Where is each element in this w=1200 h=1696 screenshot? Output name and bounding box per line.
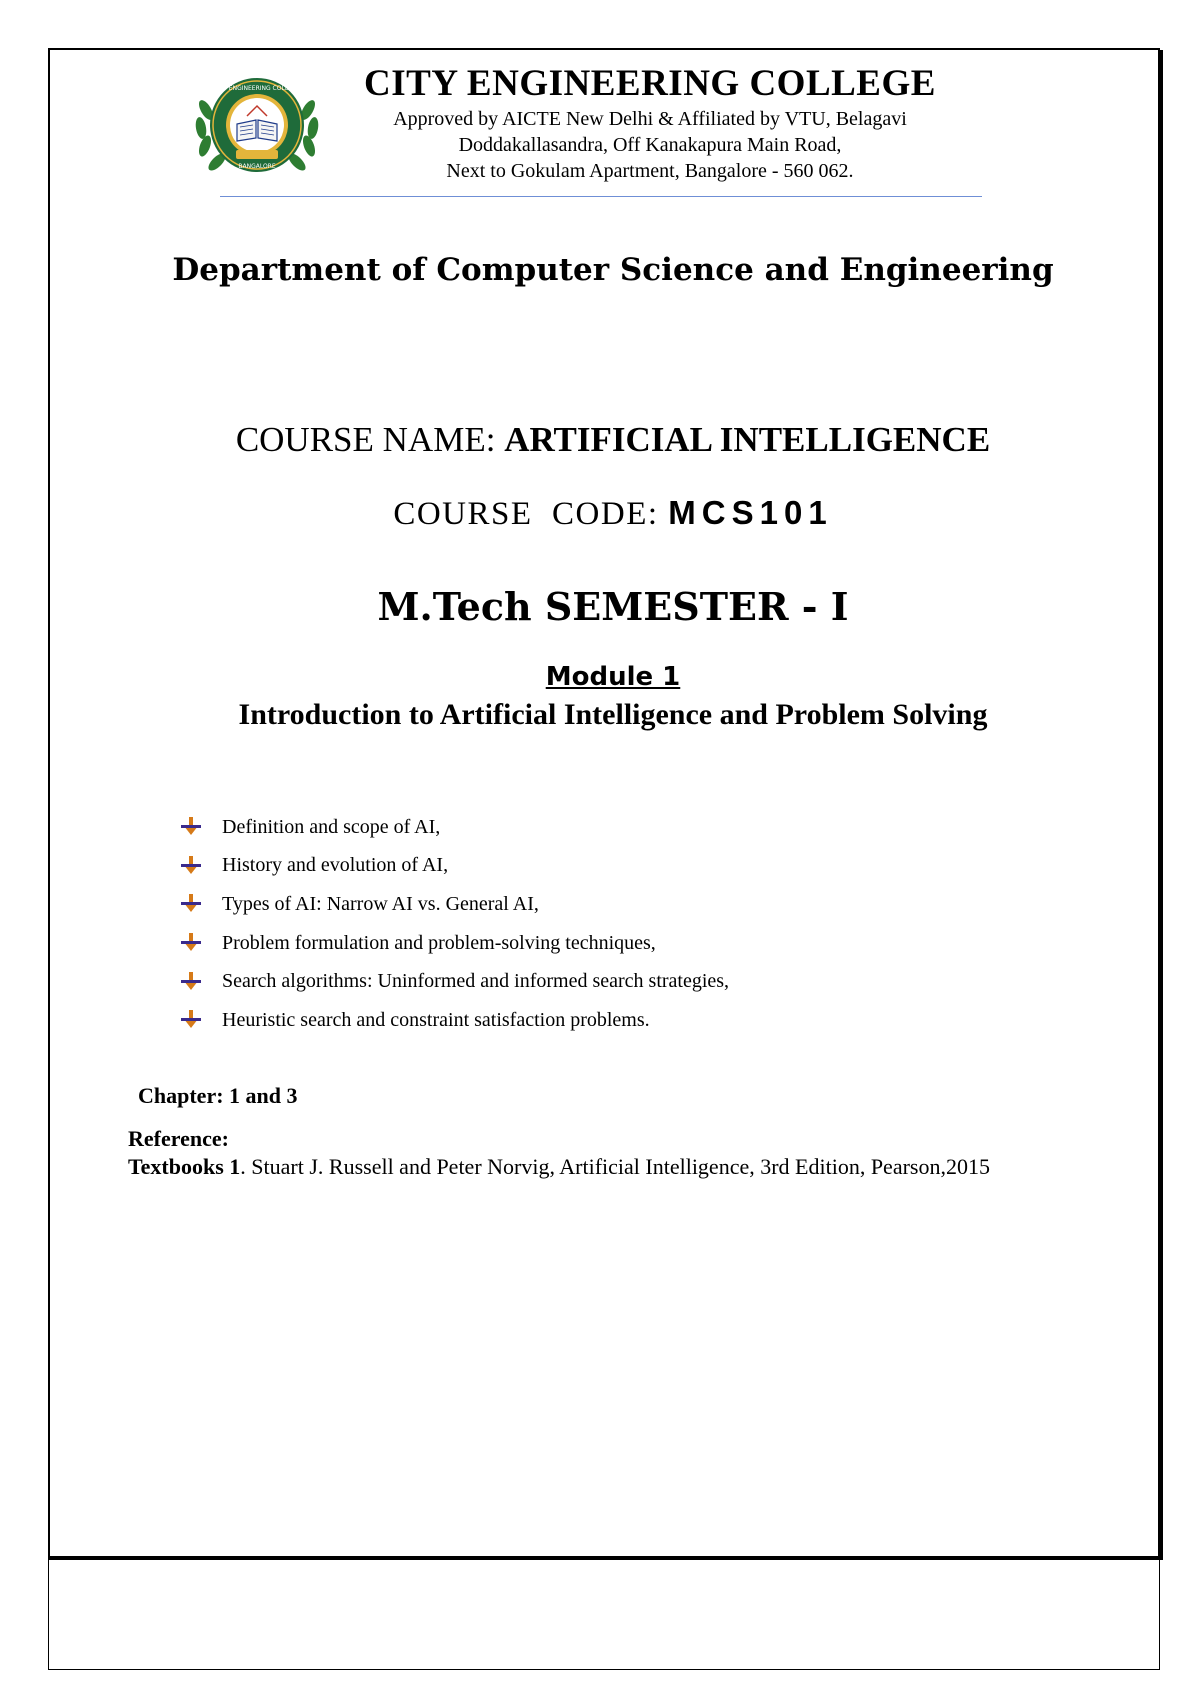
list-item bbox=[180, 962, 1080, 1001]
list-item bbox=[180, 924, 1080, 963]
course-name bbox=[0, 420, 1200, 460]
course-code-value: MCS101 bbox=[668, 494, 833, 531]
course-code bbox=[0, 494, 1200, 533]
list-item bbox=[180, 808, 1080, 847]
semester-title: M.Tech SEMESTER - I bbox=[377, 584, 849, 629]
course-code-prefix: COURSE CODE: bbox=[393, 496, 669, 532]
arrow-down-bullet-icon bbox=[180, 971, 202, 993]
list-item bbox=[180, 885, 1080, 924]
course-name-value: ARTIFICIAL INTELLIGENCE bbox=[504, 420, 991, 459]
college-header bbox=[330, 62, 970, 184]
topic-text: Definition and scope of AI, bbox=[222, 815, 441, 838]
module-label: Module 1 bbox=[545, 662, 681, 692]
logo-ring-text: CITY ENGINEERING COLLEGE bbox=[213, 85, 301, 92]
textbook-label: Textbooks 1 bbox=[128, 1154, 241, 1179]
list-item bbox=[180, 1001, 1080, 1040]
lower-frame bbox=[48, 1558, 1160, 1670]
topic-text: Heuristic search and constraint satisfaction problems. bbox=[222, 1008, 650, 1031]
arrow-down-bullet-icon bbox=[180, 893, 202, 915]
arrow-down-bullet-icon bbox=[180, 1009, 202, 1031]
arrow-down-bullet-icon bbox=[180, 816, 202, 838]
topic-text: Problem formulation and problem-solving techniques, bbox=[222, 931, 656, 954]
course-name-prefix: COURSE NAME: bbox=[235, 420, 505, 459]
arrow-down-bullet-icon bbox=[180, 855, 202, 877]
college-address-line2: Next to Gokulam Apartment, Bangalore - 560 062. bbox=[446, 160, 854, 182]
chapter-info: Chapter: 1 and 3 bbox=[138, 1083, 298, 1108]
topic-text: Search algorithms: Uninformed and informed search strategies, bbox=[222, 970, 730, 993]
textbook-text: . Stuart J. Russell and Peter Norvig, Artificial Intelligence, 3rd Edition, Pearson,2015 bbox=[240, 1154, 990, 1179]
textbook-reference bbox=[128, 1154, 990, 1180]
reference-label: Reference: bbox=[128, 1126, 229, 1151]
arrow-down-bullet-icon bbox=[180, 932, 202, 954]
list-item bbox=[180, 847, 1080, 886]
college-address-line1: Doddakallasandra, Off Kanakapura Main Road, bbox=[458, 134, 842, 156]
topic-text: History and evolution of AI, bbox=[222, 854, 449, 877]
topic-text: Types of AI: Narrow AI vs. General AI, bbox=[222, 892, 539, 915]
college-name: CITY ENGINEERING COLLEGE bbox=[364, 63, 936, 104]
topic-list bbox=[180, 808, 1080, 1040]
college-logo bbox=[192, 70, 322, 180]
header-divider bbox=[220, 196, 982, 197]
logo-bottom-text: BANGALORE bbox=[238, 163, 276, 170]
module-title: Introduction to Artificial Intelligence and Problem Solving bbox=[238, 698, 988, 731]
college-approval: Approved by AICTE New Delhi & Affiliated by VTU, Belagavi bbox=[393, 108, 907, 130]
department-title: Department of Computer Science and Engineering bbox=[172, 252, 1054, 288]
